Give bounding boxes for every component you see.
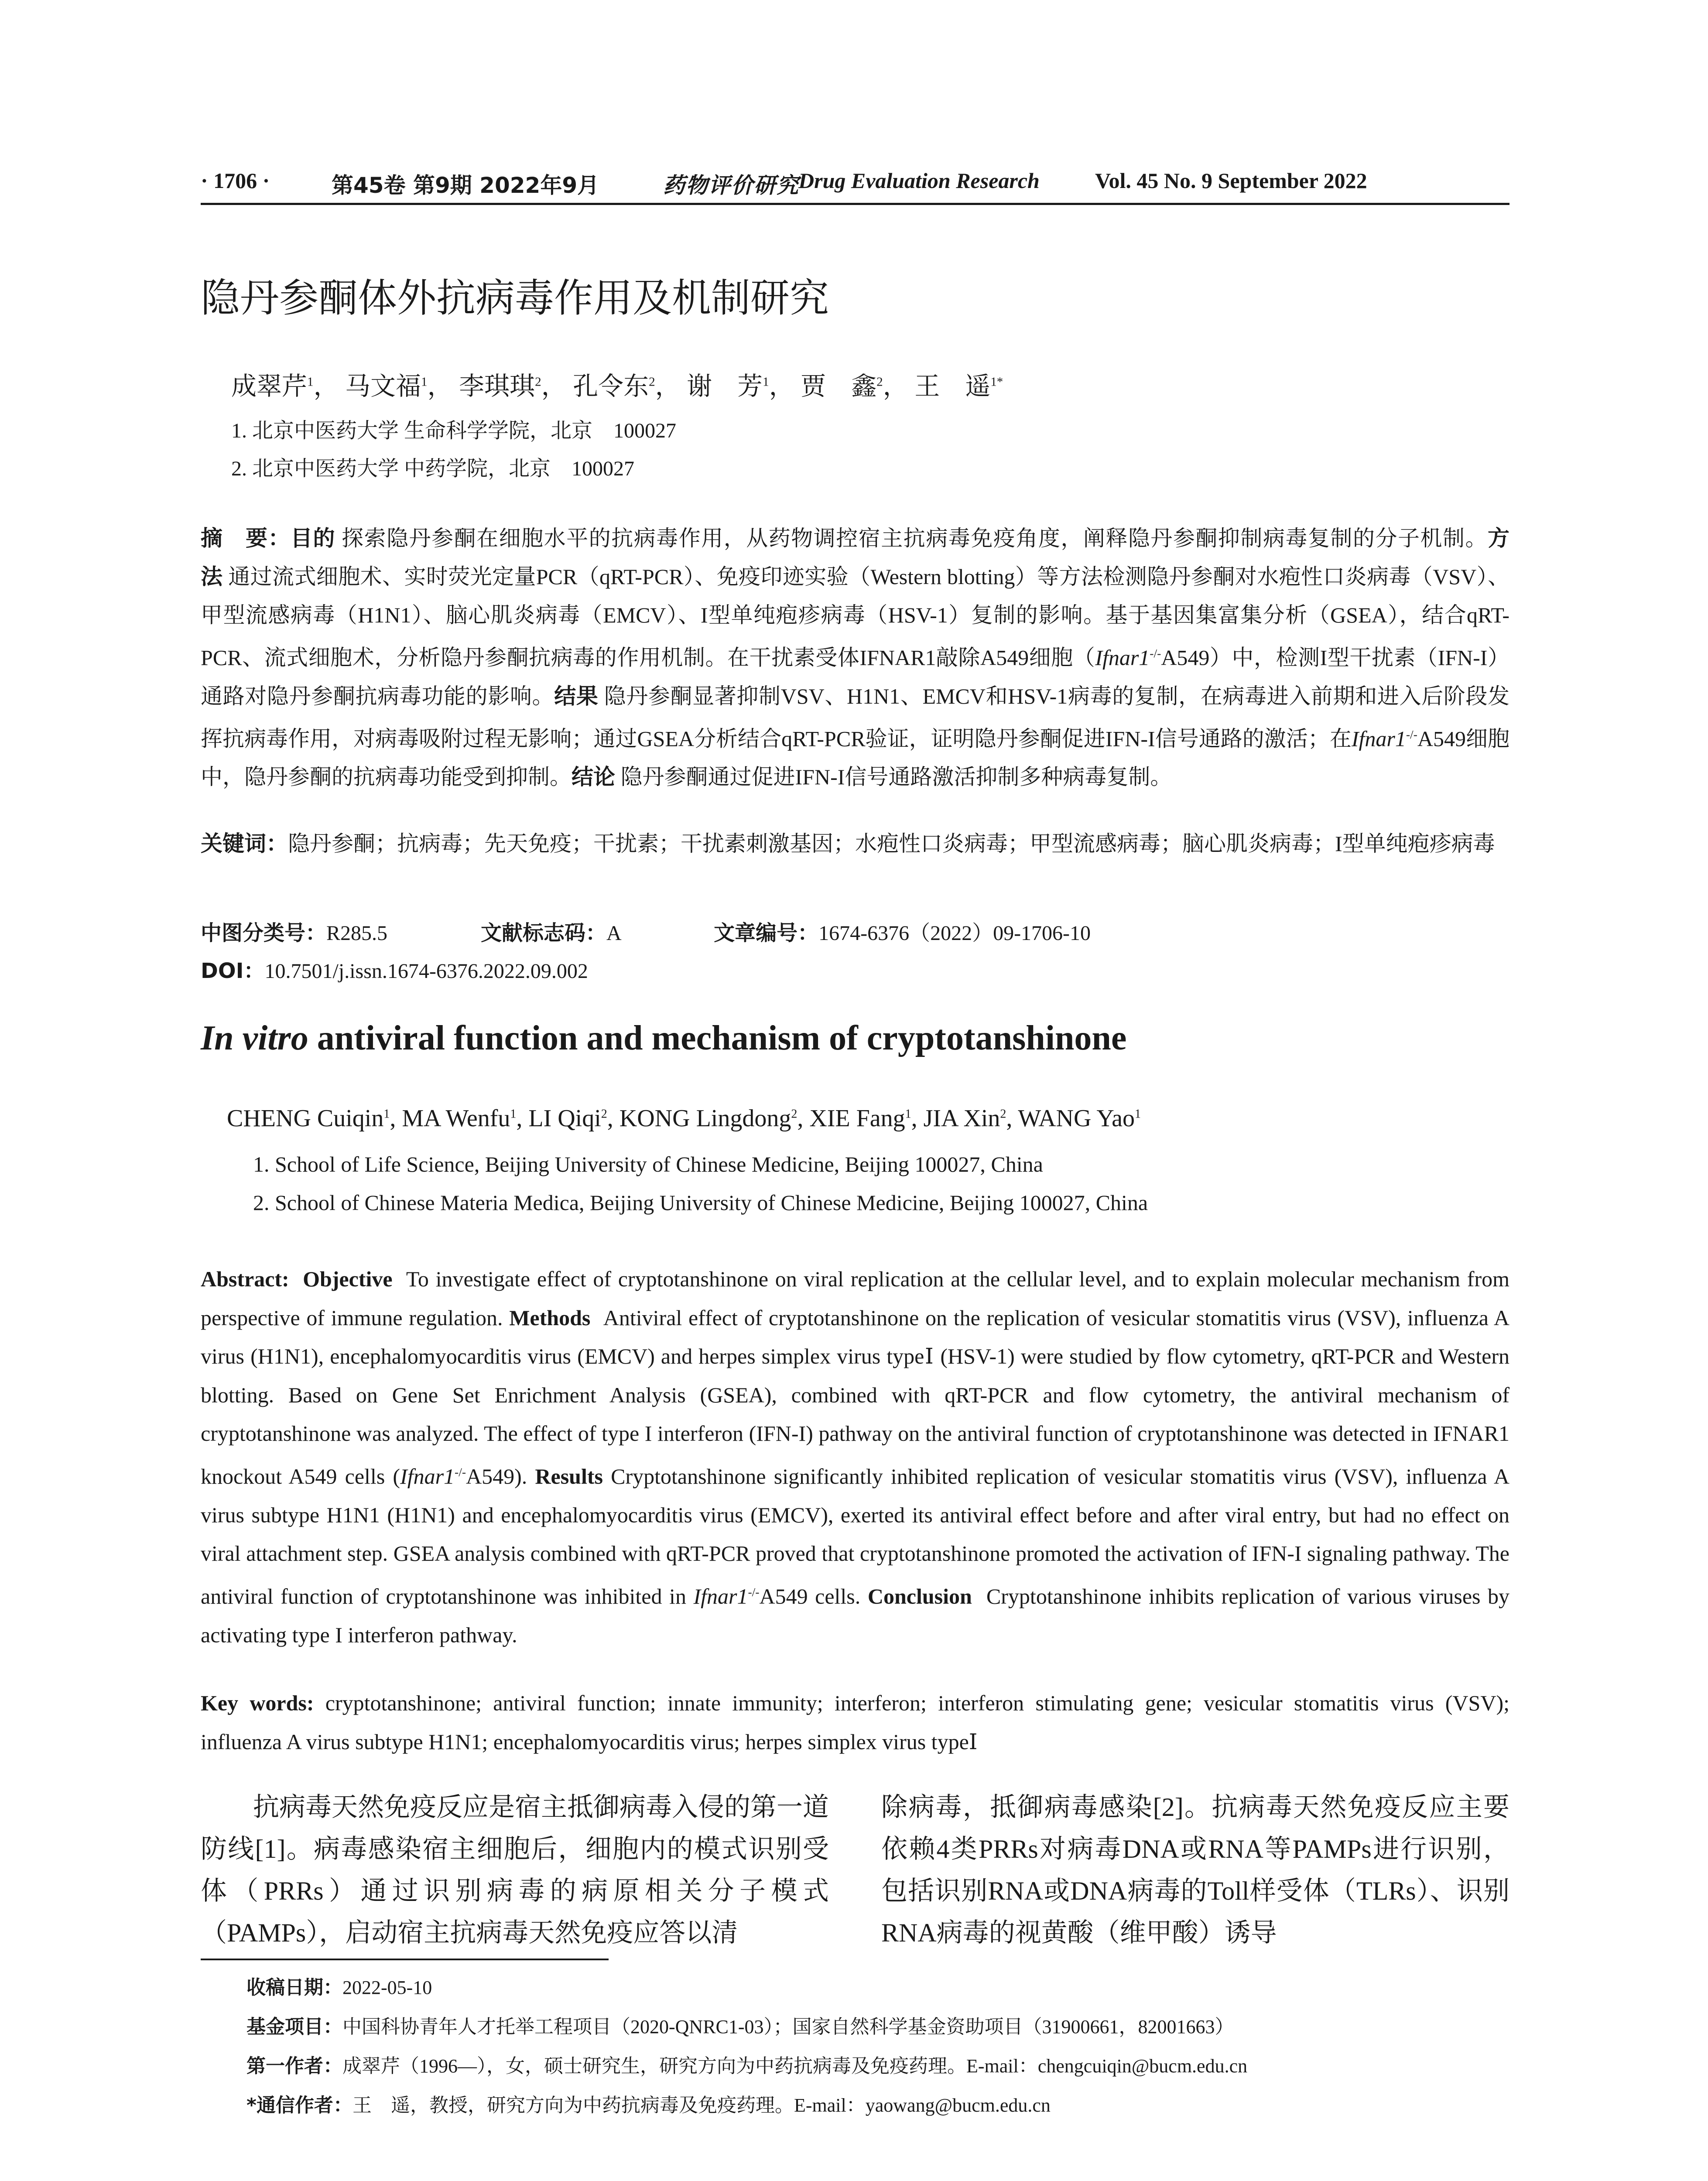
en-author: KONG Lingdong bbox=[619, 1105, 791, 1132]
body-column-right: 除病毒，抵御病毒感染[2]。抗病毒天然免疫反应主要依赖4类PRRs对病毒DNA或RNA等PAMPs进行识别，包括识别RNA或DNA病毒的Toll样受体（TLRs）、识别RNA病毒的视黄酸（维甲酸）诱导 bbox=[881, 1793, 1509, 1947]
en-title bbox=[201, 1019, 1126, 1058]
cn-methods-text: 通过流式细胞术、实时荧光定量PCR（qRT-PCR）、免疫印迹实验（Western blotting）等方法检测隐丹参酮对水疱性口炎病毒（VSV）、甲型流感病毒（H1N1）、脑心肌炎病毒（EMCV）、I型单纯疱疹病毒（HSV-1）复制的影响。基于基因集富集分析（GSEA），结合qRT-PCR、流式细胞术，分析隐丹参酮抗病毒的作用机制。在干扰素受体IFNAR1敲除A549细胞（ bbox=[201, 564, 1510, 670]
cn-objective-text: 探索隐丹参酮在细胞水平的抗病毒作用，从药物调控宿主抗病毒免疫角度，阐释隐丹参酮抑制病毒复制的分子机制。 bbox=[342, 526, 1488, 550]
doi-label: DOI： bbox=[201, 959, 265, 983]
en-methods-text-2: A549). bbox=[466, 1464, 527, 1489]
en-affiliation-2: 2. School of Chinese Materia Medica, Beijing University of Chinese Medicine, Beijing 100027, China bbox=[253, 1190, 1148, 1215]
cn-conclusion-label: 结论 bbox=[572, 764, 615, 790]
cn-author: 贾 鑫 bbox=[801, 372, 877, 400]
cn-conclusion-text: 隐丹参酮通过促进IFN-I信号通路激活抑制多种病毒复制。 bbox=[620, 765, 1172, 790]
en-methods-text: Antiviral effect of cryptotanshinone on the replication of vesicular stomatitis virus (VSV), influenza A virus (H1N1), encephalomyocarditis virus (EMCV) and herpes simplex virus typeⅠ (HSV-1) were studied by flow cytometry, qRT-PCR and Western blotting. Based on Gene Set Enrichment Analysis (GSEA), combined with qRT-PCR and flow cytometry, the antiviral mechanism of cryptotanshinone was analyzed. The effect of type I interferon (IFN-I) pathway on the antiviral function of cryptotanshinone was detected in IFNAR1 knockout A549 cells ( bbox=[201, 1305, 1510, 1489]
body-column-left: 抗病毒天然免疫反应是宿主抵御病毒入侵的第一道防线[1]。病毒感染宿主细胞后，细胞内的模式识别受体（PRRs）通过识别病毒的病原相关分子模式（PAMPs），启动宿主抗病毒天然免疫应答以清 bbox=[201, 1793, 829, 1947]
cn-author: 李琪琪 bbox=[459, 372, 535, 400]
cn-gene-name: Ifnar1 bbox=[1351, 726, 1406, 751]
en-title-rest: antiviral function and mechanism of cryptotanshinone bbox=[308, 1019, 1127, 1057]
doi-line bbox=[201, 954, 588, 984]
en-abstract: Abstract: Objective To investigate effect of cryptotanshinone on viral replication at the cellular level, and to explain molecular mechanism from perspective of immune regulation. Methods Antiviral effect of cryptotanshinone on the replication of vesicular stomatitis virus (VSV), influenza A virus (H1N1), encephalomyocarditis virus (EMCV) and herpes simplex virus typeⅠ (HSV-1) were studied by flow cytometry, qRT-PCR and Western blotting. Based on Gene Set Enrichment Analysis (GSEA), combined with qRT-PCR and flow cytometry, the antiviral mechanism of cryptotanshinone was analyzed. The effect of type I interferon (IFN-I) pathway on the antiviral function of cryptotanshinone was detected in IFNAR1 knockout A549 cells (Ifnar1-/-A549). Results Cryptotanshinone significantly inhibited replication of vesicular stomatitis virus (VSV), influenza A virus subtype H1N1 (H1N1) and encephalomyocarditis virus (EMCV), exerted its antiviral effect before and after viral entry, but had no effect on viral attachment step. GSEA analysis combined with qRT-PCR proved that cryptotanshinone promoted the activation of IFN-I signaling pathway. The antiviral function of cryptotanshinone was inhibited in Ifnar1-/-A549 cells. Conclusion Cryptotanshinone inhibits replication of various viruses by activating type I interferon pathway. bbox=[201, 1267, 1510, 1647]
en-results-text-2: A549 cells. bbox=[759, 1584, 861, 1609]
en-conclusion-label: Conclusion bbox=[867, 1584, 972, 1609]
running-header bbox=[201, 168, 1509, 198]
en-conclusion-text: Cryptotanshinone inhibits replication of various viruses by activating type I interferon pathway. bbox=[201, 1584, 1510, 1647]
cn-title: 隐丹参酮体外抗病毒作用及机制研究 bbox=[201, 275, 829, 321]
clc-value: R285.5 bbox=[326, 922, 388, 945]
en-methods-label: Methods bbox=[509, 1305, 591, 1330]
footnote-first-author: 第一作者：成翠芹（1996—），女，硕士研究生，研究方向为中药抗病毒及免疫药理。E-mail：chengcuiqin@bucm.edu.cn bbox=[246, 2055, 1248, 2077]
en-authors: CHENG Cuiqin$^1$, MA Wenfu$^1$, LI Qiqi$^2$, KONG Lingdong$^2$, XIE Fang$^1$, JIA Xin$^2$, WANG Yao$^1$ bbox=[227, 1105, 1141, 1132]
page-number: · 1706 · bbox=[201, 168, 270, 193]
en-gene-name: Ifnar1 bbox=[400, 1464, 455, 1489]
issue-cn: 第45卷 第9期 2022年9月 bbox=[332, 173, 599, 198]
cn-authors: 成翠芹$^1$， 马文福$^1$， 李琪琪$^2$， 孔令东$^2$， 谢 芳$^1$， 贾 鑫$^2$， 王 遥$^{1*}$ bbox=[231, 372, 1003, 400]
en-author: JIA Xin bbox=[923, 1105, 1000, 1132]
en-affiliation-1: 1. School of Life Science, Beijing University of Chinese Medicine, Beijing 100027, China bbox=[253, 1152, 1043, 1176]
header-rule bbox=[201, 203, 1509, 205]
en-results-text: Cryptotanshinone significantly inhibited replication of vesicular stomatitis virus (VSV), influenza A virus subtype H1N1 (H1N1) and encephalomyocarditis virus (EMCV), exerted its antiviral effect before and after viral entry, but had no effect on viral attachment step. GSEA analysis combined with qRT-PCR proved that cryptotanshinone promoted the activation of IFN-I signaling pathway. The antiviral function of cryptotanshinone was inhibited in bbox=[201, 1464, 1510, 1609]
en-author: XIE Fang bbox=[809, 1105, 905, 1132]
en-keywords bbox=[201, 1684, 1509, 1761]
article-no-label: 文章编号： bbox=[714, 921, 819, 945]
cn-affiliation-2: 2. 北京中医药大学 中药学院，北京 100027 bbox=[231, 457, 635, 480]
en-gene-name: Ifnar1 bbox=[693, 1584, 748, 1609]
journal-name-en: Drug Evaluation Research bbox=[798, 168, 1040, 193]
en-author: CHENG Cuiqin bbox=[227, 1105, 384, 1132]
en-objective-text: To investigate effect of cryptotanshinone on viral replication at the cellular level, and to explain molecular mechanism from perspective of immune regulation. bbox=[201, 1267, 1510, 1330]
article-no-value: 1674-6376（2022）09-1706-10 bbox=[818, 922, 1091, 945]
cn-results-text: 隐丹参酮显著抑制VSV、H1N1、EMCV和HSV-1病毒的复制，在病毒进入前期和进入后阶段发挥抗病毒作用，对病毒吸附过程无影响；通过GSEA分析结合qRT-PCR验证，证明隐丹参酮促进IFN-I信号通路的激活；在 bbox=[201, 684, 1510, 751]
en-results-label: Results bbox=[535, 1464, 603, 1489]
en-abstract-label: Abstract: bbox=[201, 1267, 289, 1291]
cn-abstract: 摘 要：目的 探索隐丹参酮在细胞水平的抗病毒作用，从药物调控宿主抗病毒免疫角度，阐释隐丹参酮抑制病毒复制的分子机制。方法 通过流式细胞术、实时荧光定量PCR（qRT-PCR）、免疫印迹实验（Western blotting）等方法检测隐丹参酮对水疱性口炎病毒（VSV）、甲型流感病毒（H1N1）、脑心肌炎病毒（EMCV）、I型单纯疱疹病毒（HSV-1）复制的影响。基于基因集富集分析（GSEA），结合qRT-PCR、流式细胞术，分析隐丹参酮抗病毒的作用机制。在干扰素受体IFNAR1敲除A549细胞（Ifnar1-/-A549）中，检测I型干扰素（IFN-I）通路对隐丹参酮抗病毒功能的影响。结果 隐丹参酮显著抑制VSV、H1N1、EMCV和HSV-1病毒的复制，在病毒进入前期和进入后阶段发挥抗病毒作用，对病毒吸附过程无影响；通过GSEA分析结合qRT-PCR验证，证明隐丹参酮促进IFN-I信号通路的激活；在Ifnar1-/-A549细胞中，隐丹参酮的抗病毒功能受到抑制。结论 隐丹参酮通过促进IFN-I信号通路激活抑制多种病毒复制。 bbox=[201, 526, 1510, 790]
footnote-received: 收稿日期：2022-05-10 bbox=[246, 1976, 432, 1999]
doi-value: 10.7501/j.issn.1674-6376.2022.09.002 bbox=[264, 960, 588, 983]
en-keywords-text: cryptotanshinone; antiviral function; innate immunity; interferon; interferon stimulating gene; vesicular stomatitis virus (VSV); influenza A virus subtype H1N1; encephalomyocarditis virus; herpes simplex virus typeⅠ bbox=[201, 1691, 1509, 1754]
cn-author: 孔令东 bbox=[573, 372, 649, 400]
cn-keywords-text: 隐丹参酮；抗病毒；先天免疫；干扰素；干扰素刺激基因；水疱性口炎病毒；甲型流感病毒；脑心肌炎病毒；I型单纯疱疹病毒 bbox=[288, 831, 1495, 856]
cn-gene-name: Ifnar1 bbox=[1095, 645, 1150, 670]
en-objective-label: Objective bbox=[303, 1267, 393, 1291]
en-author: MA Wenfu bbox=[402, 1105, 510, 1132]
cn-keywords bbox=[201, 824, 1509, 863]
en-author: WANG Yao bbox=[1018, 1105, 1135, 1132]
en-author: LI Qiqi bbox=[528, 1105, 601, 1132]
cn-author: 谢 芳 bbox=[687, 372, 763, 400]
cn-author: 马文福 bbox=[345, 372, 421, 400]
issue-en: Vol. 45 No. 9 September 2022 bbox=[1095, 168, 1367, 193]
footnote-rule bbox=[201, 1959, 609, 1960]
cn-classification-line bbox=[201, 916, 1091, 946]
cn-methods-label: 方法 bbox=[201, 526, 1510, 589]
en-title-italic: In vitro bbox=[201, 1019, 308, 1057]
cn-results-label: 结果 bbox=[554, 683, 599, 709]
cn-affiliation-1: 1. 北京中医药大学 生命科学学院，北京 100027 bbox=[231, 419, 677, 442]
footnote-funding: 基金项目：中国科协青年人才托举工程项目（2020-QNRC1-03）；国家自然科学基金资助项目（31900661，82001663） bbox=[246, 2016, 1234, 2038]
clc-label: 中图分类号： bbox=[201, 921, 327, 945]
cn-methods-text-2: A549）中，检测I型干扰素（IFN-I）通路对隐丹参酮抗病毒功能的影响。 bbox=[201, 645, 1509, 708]
cn-author: 成翠芹 bbox=[231, 372, 308, 400]
cn-author: 王 遥 bbox=[914, 372, 991, 400]
en-keywords-label: Key words: bbox=[201, 1691, 314, 1715]
doc-code-value: A bbox=[606, 922, 621, 945]
cn-keywords-label: 关键词： bbox=[201, 831, 288, 856]
cn-objective-label: 目的 bbox=[291, 526, 336, 551]
cn-results-text-2: A549细胞中，隐丹参酮的抗病毒功能受到抑制。 bbox=[201, 726, 1510, 790]
doc-code-label: 文献标志码： bbox=[481, 921, 607, 945]
footnote-corresponding: *通信作者：王 遥，教授，研究方向为中药抗病毒及免疫药理。E-mail：yaowang@bucm.edu.cn bbox=[246, 2094, 1051, 2116]
journal-logo-cn: 药物评价研究 bbox=[663, 173, 799, 198]
cn-abstract-label: 摘 要： bbox=[201, 526, 291, 551]
